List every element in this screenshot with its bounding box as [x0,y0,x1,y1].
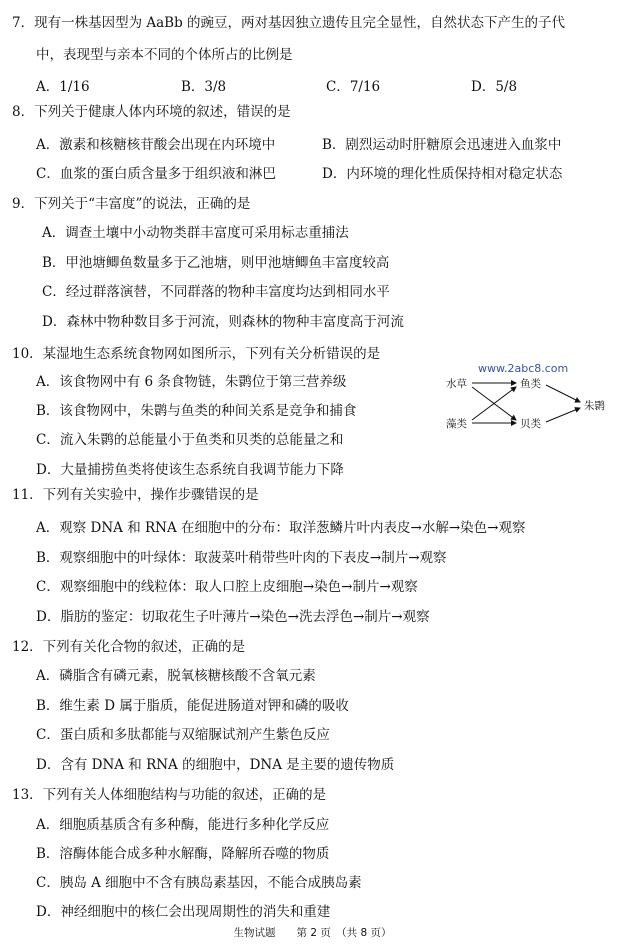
q9-option-d: D．森林中物种数目多于河流，则森林的物种丰富度高于河流 [42,314,404,330]
q8-option-a: A．激素和核糖核苷酸会出现在内环境中 [36,137,276,153]
q10-option-c: C．流入朱鹮的总能量小于鱼类和贝类的总能量之和 [36,432,344,448]
q13-option-c: C．胰岛 A 细胞中不含有胰岛素基因，不能合成胰岛素 [36,875,362,891]
q8-option-d: D．内环境的理化性质保持相对稳定状态 [322,166,563,182]
q11-option-d: D．脂肪的鉴定：切取花生子叶薄片→染色→洗去浮色→制片→观察 [36,609,430,625]
q8-option-c: C．血浆的蛋白质含量多于组织液和淋巴 [36,166,276,182]
q10-stem: 10．某湿地生态系统食物网如图所示，下列有关分析错误的是 [12,346,381,362]
node-shuicao: 水草 [446,378,467,390]
q9-option-c: C．经过群落演替，不同群落的物种丰富度均达到相同水平 [42,284,390,300]
q11-option-a: A．观察 DNA 和 RNA 在细胞中的分布：取洋葱鳞片叶内表皮→水解→染色→观察 [36,520,526,536]
q9-stem: 9．下列关于“丰富度”的说法，正确的是 [12,196,251,212]
q7-option-c: C．7/16 [326,79,381,95]
q10-option-a: A．该食物网中有 6 条食物链，朱鹮位于第三营养级 [36,374,347,390]
q13-stem: 13．下列有关人体细胞结构与功能的叙述，正确的是 [12,787,327,803]
q13-option-a: A．细胞质基质含有多种酶，能进行多种化学反应 [36,817,330,833]
q8-stem: 8．下列关于健康人体内环境的叙述，错误的是 [12,104,291,120]
q7-option-a: A．1/16 [36,79,90,95]
node-zhuhuan: 朱鹮 [584,400,605,412]
q12-option-b: B．维生素 D 属于脂质，能促进肠道对钾和磷的吸收 [36,698,349,714]
arrow-beilei-zhuhuan [546,408,580,422]
q13-option-d: D．神经细胞中的核仁会出现周期性的消失和重建 [36,904,331,920]
q7-option-b: B．3/8 [181,79,227,95]
q8-option-b: B．剧烈运动时肝糖原会迅速进入血浆中 [322,137,562,153]
node-zaolei: 藻类 [446,418,467,430]
watermark: www.2abc8.com [478,362,569,375]
food-web-diagram [442,372,617,442]
q7-option-d: D．5/8 [471,79,518,95]
q7-stem-line1: 7．现有一株基因型为 AaBb 的豌豆，两对基因独立遗传且完全显性，自然状态下产生的子代 [12,15,566,31]
q9-option-b: B．甲池塘鲫鱼数量多于乙池塘，则甲池塘鲫鱼丰富度较高 [42,255,390,271]
q7-options [36,78,616,96]
q11-option-c: C．观察细胞中的线粒体：取人口腔上皮细胞→染色→制片→观察 [36,579,418,595]
q12-option-c: C．蛋白质和多肽都能与双缩脲试剂产生紫色反应 [36,727,330,743]
q11-stem: 11．下列有关实验中，操作步骤错误的是 [12,487,259,503]
arrow-yulei-zhuhuan [546,385,580,402]
q10-option-b: B．该食物网中，朱鹮与鱼类的种间关系是竞争和捕食 [36,403,357,419]
q7-stem-line2: 中，表现型与亲本不同的个体所占的比例是 [36,47,293,63]
q12-option-a: A．磷脂含有磷元素，脱氧核糖核酸不含氧元素 [36,668,316,684]
node-beilei: 贝类 [520,418,541,430]
q13-option-b: B．溶酶体能合成多种水解酶，降解所吞噬的物质 [36,846,330,862]
node-yulei: 鱼类 [520,378,541,390]
page-footer: 生物试题 第 2 页 （共 8 页） [233,927,392,939]
q10-option-d: D．大量捕捞鱼类将使该生态系统自我调节能力下降 [36,462,344,478]
q11-option-b: B．观察细胞中的叶绿体：取菠菜叶稍带些叶肉的下表皮→制片→观察 [36,550,447,566]
q12-stem: 12．下列有关化合物的叙述，正确的是 [12,639,246,655]
q9-option-a: A．调查土壤中小动物类群丰富度可采用标志重捕法 [42,225,349,241]
q12-option-d: D．含有 DNA 和 RNA 的细胞中，DNA 是主要的遗传物质 [36,757,395,773]
